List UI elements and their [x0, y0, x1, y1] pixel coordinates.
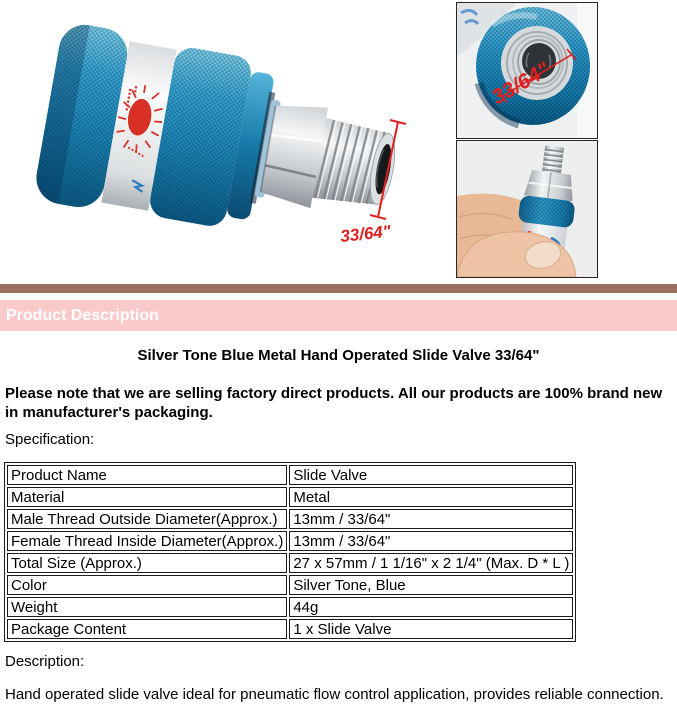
spec-value-cell: 1 x Slide Valve	[289, 619, 573, 639]
table-row	[7, 575, 573, 595]
specification-table	[4, 462, 576, 642]
table-row	[7, 553, 573, 573]
spec-label-cell: Color	[7, 575, 287, 595]
product-title: Silver Tone Blue Metal Hand Operated Slide Valve 33/64"	[137, 347, 540, 364]
spec-value-cell: Metal	[289, 487, 573, 507]
spec-value-cell: 13mm / 33/64"	[289, 531, 573, 551]
description-label: Description:	[5, 653, 85, 670]
spec-label-cell: Total Size (Approx.)	[7, 553, 287, 573]
spec-value-cell: 13mm / 33/64"	[289, 509, 573, 529]
spec-label-cell: Weight	[7, 597, 287, 617]
spec-value-cell: Slide Valve	[289, 465, 573, 485]
product-description-header-label: Product Description	[6, 307, 159, 324]
dimension-label: 33/64"	[488, 58, 554, 110]
thumbnail-female-thread	[456, 2, 598, 139]
specification-label: Specification:	[5, 431, 95, 448]
slide-valve-illustration	[8, 2, 448, 282]
spec-value-cell: 44g	[289, 597, 573, 617]
spec-value-cell: Silver Tone, Blue	[289, 575, 573, 595]
table-row	[7, 531, 573, 551]
section-divider	[0, 284, 677, 293]
table-row	[7, 487, 573, 507]
spec-value-cell: 27 x 57mm / 1 1/16" x 2 1/4" (Max. D * L )	[289, 553, 573, 573]
spec-label-cell: Male Thread Outside Diameter(Approx.)	[7, 509, 287, 529]
product-description-header	[0, 300, 677, 331]
spec-label-cell: Material	[7, 487, 287, 507]
dimension-label: 33/64"	[339, 221, 392, 246]
table-row	[7, 597, 573, 617]
factory-note: Please note that we are selling factory direct products. All our products are 100% brand new in manufacturer's packaging.	[5, 385, 663, 421]
spec-label-cell: Female Thread Inside Diameter(Approx.)	[7, 531, 287, 551]
main-product-photo	[8, 2, 448, 282]
spec-label-cell: Product Name	[7, 465, 287, 485]
spec-table-body	[7, 465, 573, 639]
table-row	[7, 509, 573, 529]
table-row	[7, 619, 573, 639]
thumbnail-hand-held	[456, 140, 598, 278]
description-text: Hand operated slide valve ideal for pneumatic flow control application, provides reliable connection.	[5, 686, 664, 703]
spec-label-cell: Package Content	[7, 619, 287, 639]
table-row	[7, 465, 573, 485]
